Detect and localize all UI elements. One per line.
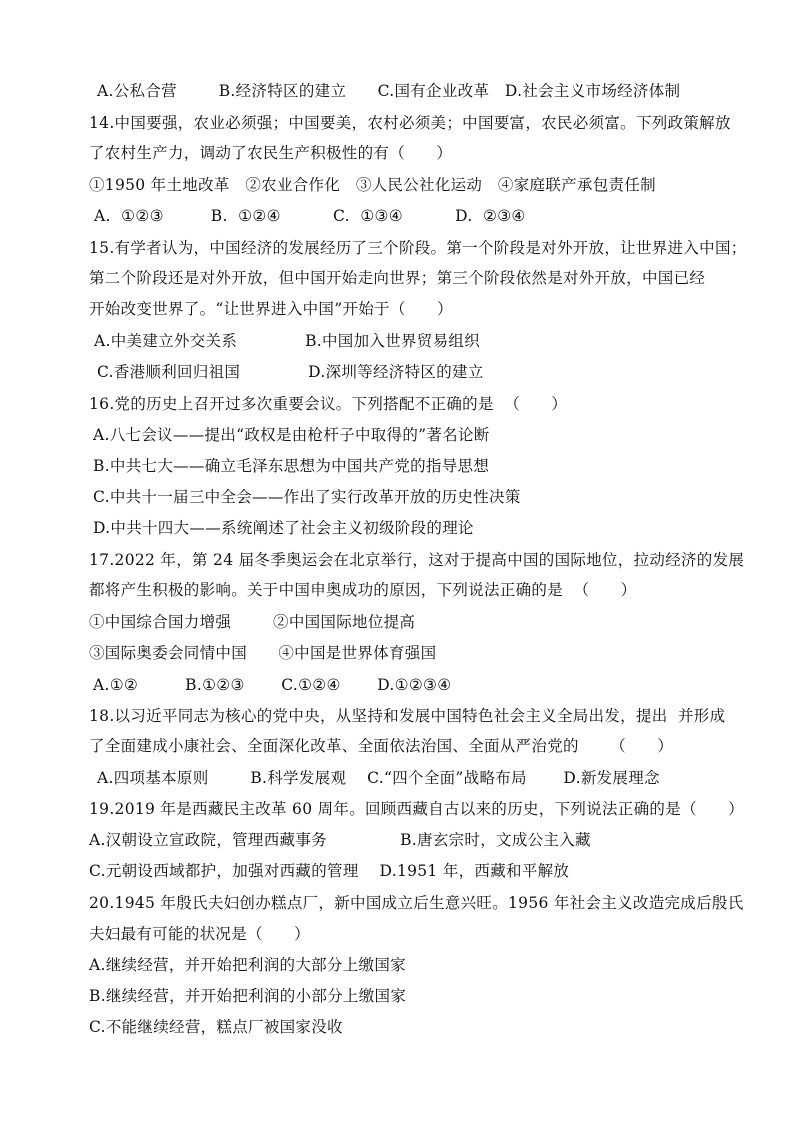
q20-stem-line1: 20.1945 年殷氏夫妇创办糕点厂，新中国成立后生意兴旺。1956 年社会主义改造完成后殷氏 (89, 894, 744, 912)
q15-options-cd: C.香港顺利回归祖国 D.深圳等经济特区的建立 (97, 363, 484, 381)
q18-stem-line2: 了全面建成小康社会、全面深化改革、全面依法治国、全面从严治党的 （ ） (89, 737, 674, 755)
q20-option-a: A.继续经营，并开始把利润的大部分上缴国家 (89, 956, 406, 974)
q16-stem: 16.党的历史上召开过多次重要会议。下列搭配不正确的是 （ ） (89, 395, 568, 413)
q20-stem-line2: 夫妇最有可能的状况是（ ） (89, 925, 310, 943)
q17-stem-line2: 都将产生积极的影响。关于中国申奥成功的原因，下列说法正确的是 （ ） (89, 581, 637, 599)
q16-option-d: D.中共十四大——系统阐述了社会主义初级阶段的理论 (93, 519, 474, 537)
q19-options-ab: A.汉朝设立宣政院，管理西藏事务 B.唐玄宗时，文成公主入藏 (89, 831, 591, 849)
q17-options: A.①② B.①②③ C.①②④ D.①②③④ (93, 676, 452, 694)
q17-items-34: ③国际奥委会同情中国 ④中国是世界体育强国 (89, 644, 437, 662)
q19-stem: 19.2019 年是西藏民主改革 60 周年。回顾西藏自古以来的历史，下列说法正确的是（ ） (89, 800, 744, 818)
q16-option-c: C.中共十一届三中全会——作出了实行改革开放的历史性决策 (93, 488, 521, 506)
q14-options: A. ①②③ B. ①②④ C. ①③④ D. ②③④ (94, 207, 526, 225)
q14-items: ①1950 年土地改革 ②农业合作化 ③人民公社化运动 ④家庭联产承包责任制 (89, 176, 656, 194)
q14-stem-line1: 14.中国要强，农业必须强；中国要美，农村必须美；中国要富，农民必须富。下列政策解放 (89, 114, 731, 132)
q18-options: A.四项基本原则 B.科学发展观 C.“四个全面”战略布局 D.新发展理念 (97, 769, 660, 787)
q13-options: A.公私合营 B.经济特区的建立 C.国有企业改革 D.社会主义市场经济体制 (97, 82, 681, 100)
q18-stem-line1: 18.以习近平同志为核心的党中央，从坚持和发展中国特色社会主义全局出发，提出 并形成 (89, 707, 726, 725)
q17-stem-line1: 17.2022 年，第 24 届冬季奥运会在北京举行，这对于提高中国的国际地位，拉动经济的发展 (89, 551, 745, 569)
q19-options-cd: C.元朝设西域都护，加强对西藏的管理 D.1951 年，西藏和平解放 (89, 862, 570, 880)
q16-option-b: B.中共七大——确立毛泽东思想为中国共产党的指导思想 (93, 457, 490, 475)
q15-stem-line3: 开始改变世界了。“让世界进入中国”开始于（ ） (89, 300, 453, 318)
q15-stem-line2: 第二个阶段还是对外开放，但中国开始走向世界；第三个阶段依然是对外开放，中国已经 (89, 269, 706, 287)
q15-options-ab: A.中美建立外交关系 B.中国加入世界贸易组织 (94, 332, 480, 350)
q20-option-c: C.不能继续经营，糕点厂被国家没收 (89, 1018, 343, 1036)
q14-stem-line2: 了农村生产力，调动了农民生产积极性的有（ ） (89, 144, 453, 162)
q17-items-12: ①中国综合国力增强 ②中国国际地位提高 (89, 613, 416, 631)
q15-stem-line1: 15.有学者认为，中国经济的发展经历了三个阶段。第一个阶段是对外开放，让世界进入中国； (89, 239, 747, 257)
q20-option-b: B.继续经营，并开始把利润的小部分上缴国家 (89, 987, 407, 1005)
q16-option-a: A.八七会议——提出“政权是由枪杆子中取得的”著名论断 (93, 426, 490, 444)
